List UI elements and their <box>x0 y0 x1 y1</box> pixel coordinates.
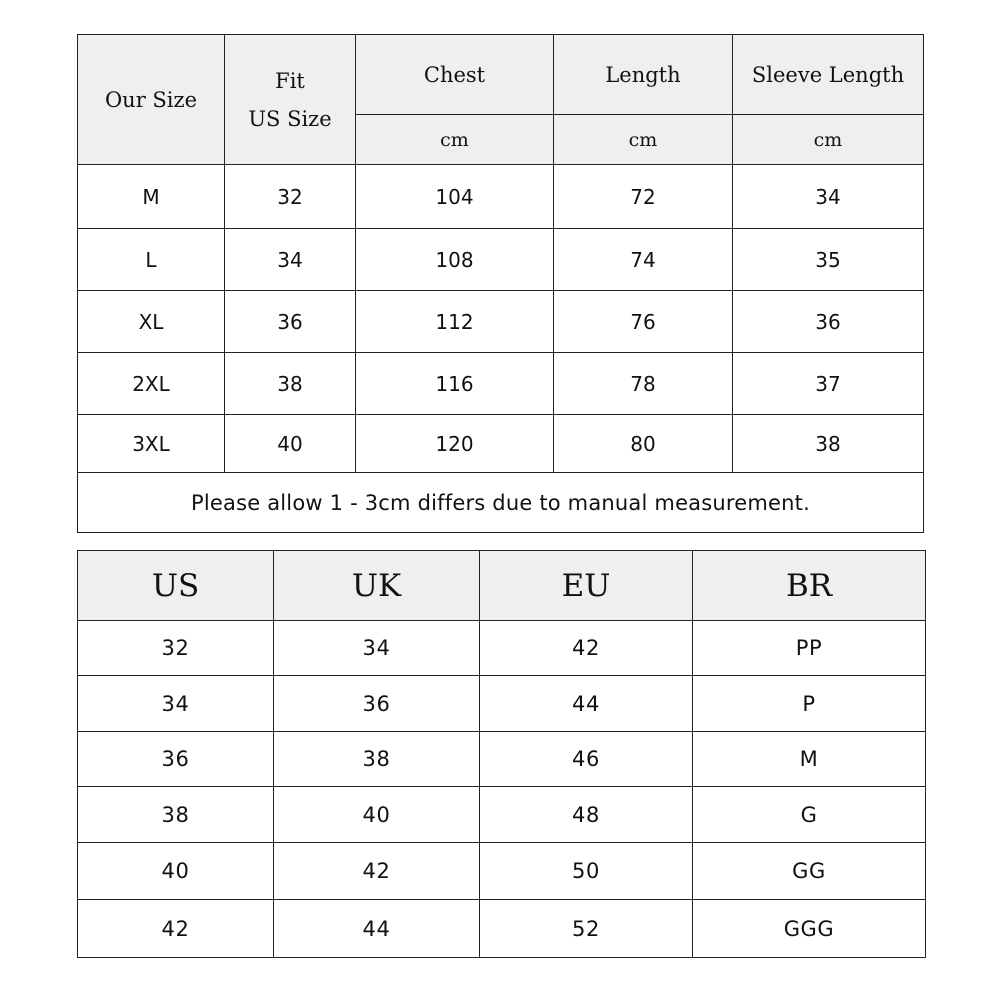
cell-uk: 38 <box>274 732 480 787</box>
cell-size: 2XL <box>78 353 225 415</box>
table-row <box>78 165 924 229</box>
header-fit: Fit <box>275 68 305 93</box>
cell-eu: 48 <box>480 787 693 843</box>
cell-sleeve: 38 <box>733 415 924 473</box>
cell-chest: 104 <box>356 165 554 229</box>
cell-br: GG <box>693 843 926 900</box>
header-fit-us-size <box>225 35 356 165</box>
cell-size: M <box>78 165 225 229</box>
measurement-note: Please allow 1 - 3cm differs due to manual measurement. <box>78 473 924 533</box>
cell-size: 3XL <box>78 415 225 473</box>
cell-length: 80 <box>554 415 733 473</box>
table-row <box>78 843 926 900</box>
table-row <box>78 676 926 732</box>
cell-chest: 116 <box>356 353 554 415</box>
cell-eu: 46 <box>480 732 693 787</box>
cell-chest: 120 <box>356 415 554 473</box>
cell-length: 72 <box>554 165 733 229</box>
cell-us: 34 <box>225 229 356 291</box>
cell-us: 32 <box>225 165 356 229</box>
table-row <box>78 415 924 473</box>
cell-us: 42 <box>78 900 274 958</box>
cell-eu: 44 <box>480 676 693 732</box>
cell-br: G <box>693 787 926 843</box>
cell-eu: 52 <box>480 900 693 958</box>
cell-br: PP <box>693 621 926 676</box>
cell-us: 34 <box>78 676 274 732</box>
cell-br: M <box>693 732 926 787</box>
cell-br: P <box>693 676 926 732</box>
cell-us: 40 <box>78 843 274 900</box>
table-row <box>78 900 926 958</box>
cell-length: 76 <box>554 291 733 353</box>
cell-eu: 50 <box>480 843 693 900</box>
table-row <box>78 353 924 415</box>
table-row <box>78 621 926 676</box>
cell-length: 78 <box>554 353 733 415</box>
size-chart-table <box>77 34 924 533</box>
cell-uk: 36 <box>274 676 480 732</box>
header-length: Length <box>554 35 733 115</box>
cell-size: L <box>78 229 225 291</box>
cell-br: GGG <box>693 900 926 958</box>
cell-us: 38 <box>78 787 274 843</box>
unit-chest: cm <box>356 115 554 165</box>
unit-length: cm <box>554 115 733 165</box>
cell-uk: 34 <box>274 621 480 676</box>
cell-chest: 112 <box>356 291 554 353</box>
header-sleeve-length: Sleeve Length <box>733 35 924 115</box>
cell-us: 40 <box>225 415 356 473</box>
cell-length: 74 <box>554 229 733 291</box>
header-us: US <box>78 551 274 621</box>
cell-sleeve: 36 <box>733 291 924 353</box>
cell-sleeve: 37 <box>733 353 924 415</box>
header-chest: Chest <box>356 35 554 115</box>
cell-uk: 40 <box>274 787 480 843</box>
cell-eu: 42 <box>480 621 693 676</box>
table-row <box>78 229 924 291</box>
header-br: BR <box>693 551 926 621</box>
header-uk: UK <box>274 551 480 621</box>
cell-uk: 42 <box>274 843 480 900</box>
table-row <box>78 787 926 843</box>
cell-sleeve: 34 <box>733 165 924 229</box>
unit-sleeve: cm <box>733 115 924 165</box>
cell-us: 32 <box>78 621 274 676</box>
cell-uk: 44 <box>274 900 480 958</box>
header-eu: EU <box>480 551 693 621</box>
cell-us: 36 <box>225 291 356 353</box>
header-our-size: Our Size <box>78 35 225 165</box>
size-conversion-table <box>77 550 926 958</box>
cell-sleeve: 35 <box>733 229 924 291</box>
cell-chest: 108 <box>356 229 554 291</box>
table-row <box>78 291 924 353</box>
cell-us: 38 <box>225 353 356 415</box>
cell-us: 36 <box>78 732 274 787</box>
table-row <box>78 732 926 787</box>
header-us-size: US Size <box>248 106 332 131</box>
cell-size: XL <box>78 291 225 353</box>
